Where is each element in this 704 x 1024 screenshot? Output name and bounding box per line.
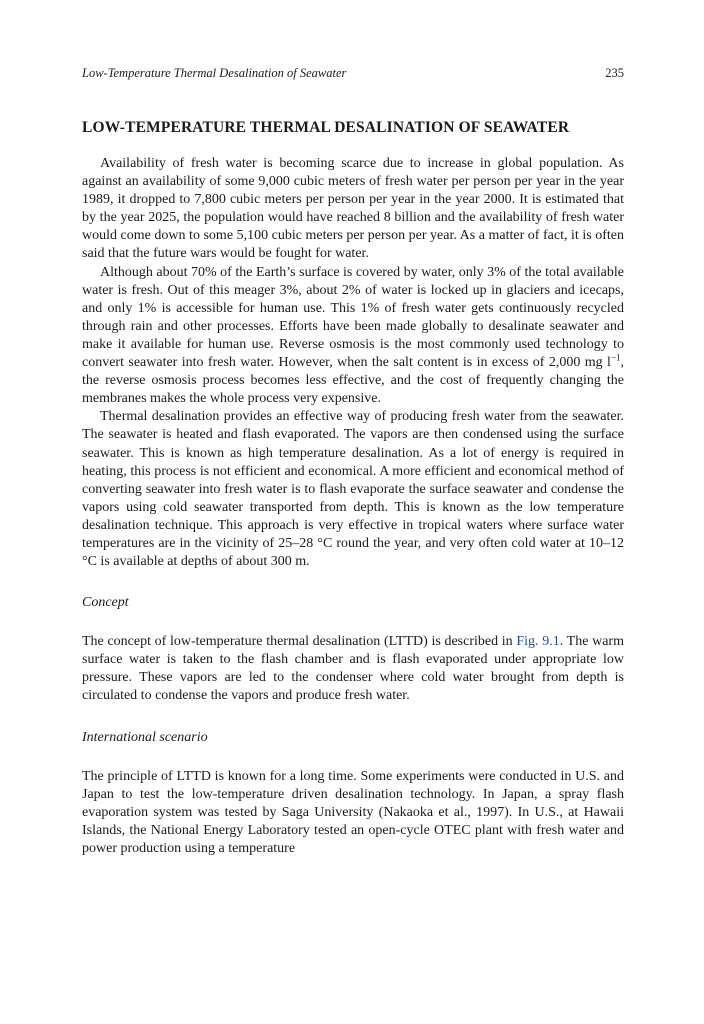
paragraph-text: The concept of low-temperature thermal desalination (LTTD) is described in [82,634,517,650]
running-head-title: Low-Temperature Thermal Desalination of Seawater [82,66,347,80]
section-heading-concept: Concept [82,595,129,611]
intro-paragraph-2 [82,264,624,409]
figure-link[interactable]: Fig. 9.1 [516,634,560,650]
concept-paragraph [82,633,624,705]
article-title: LOW-TEMPERATURE THERMAL DESALINATION OF SEAWATER [82,119,570,136]
page-number: 235 [605,66,624,80]
running-head [82,66,624,81]
intro-paragraph-1: Availability of fresh water is becoming scarce due to increase in global population. As against an availability of some 9,000 cubic meters of fresh water per person per year in the year 1989, it dropped to 7,800 cubic meters per person per year in the year 2000. It is estimated that by the year 2025, the population would have reached 8 billion and the availability of fresh water would come down to some 5,100 cubic meters per person per year. As a matter of fact, it is often said that the future wars would be fought for water. [82,156,624,262]
paragraph-text: Although about 70% of the Earth’s surface is covered by water, only 3% of the total available water is fresh. Out of this meager 3%, about 2% of water is locked up in glaciers and icecaps, and only 1% is accessible for human use. This 1% of fresh water gets continuously recycled through rain and other processes. Efforts have been made globally to desalinate seawater and make it available for human use. Reverse osmosis is the most commonly used technology to convert seawater into fresh water. However, when the salt content is in excess of 2,000 mg l [82,264,624,371]
paragraph-text: . The warm surface water is taken to the flash chamber and is flash evaporated under appropriate low pressure. These vapors are led to the condenser where cold water brought from depth is circulated to condense the vapors and produce fresh water. [82,634,624,704]
superscript-unit: −1 [610,352,621,363]
international-paragraph: The principle of LTTD is known for a long time. Some experiments were conducted in U.S. and Japan to test the low-temperature driven desalination technology. In Japan, a spray flash evaporation system was tested by Saga University (Nakaoka et al., 1997). In U.S., at Hawaii Islands, the National Energy Laboratory tested an open-cycle OTEC plant with fresh water and power production using a temperature [82,768,624,856]
paragraph-text: , the reverse osmosis process becomes less effective, and the cost of frequently changing the membranes makes the whole process very expensive. [82,355,624,407]
article-body [82,119,624,858]
intro-paragraph-3: Thermal desalination provides an effective way of producing fresh water from the seawater. The seawater is heated and flash evaporated. The vapors are then condensed using the surface seawater. This is known as high temperature desalination. As a lot of energy is required in heating, this process is not efficient and economical. A more efficient and economical method of converting seawater into fresh water is to flash evaporate the surface seawater and condense the vapors using cold seawater transported from depth. This is known as the low temperature desalination technique. This approach is very effective in tropical waters where surface water temperatures are in the vicinity of 25–28 °C round the year, and very often cold water at 10–12 °C is available at depths of about 300 m. [82,409,624,570]
section-heading-international: International scenario [82,729,208,745]
